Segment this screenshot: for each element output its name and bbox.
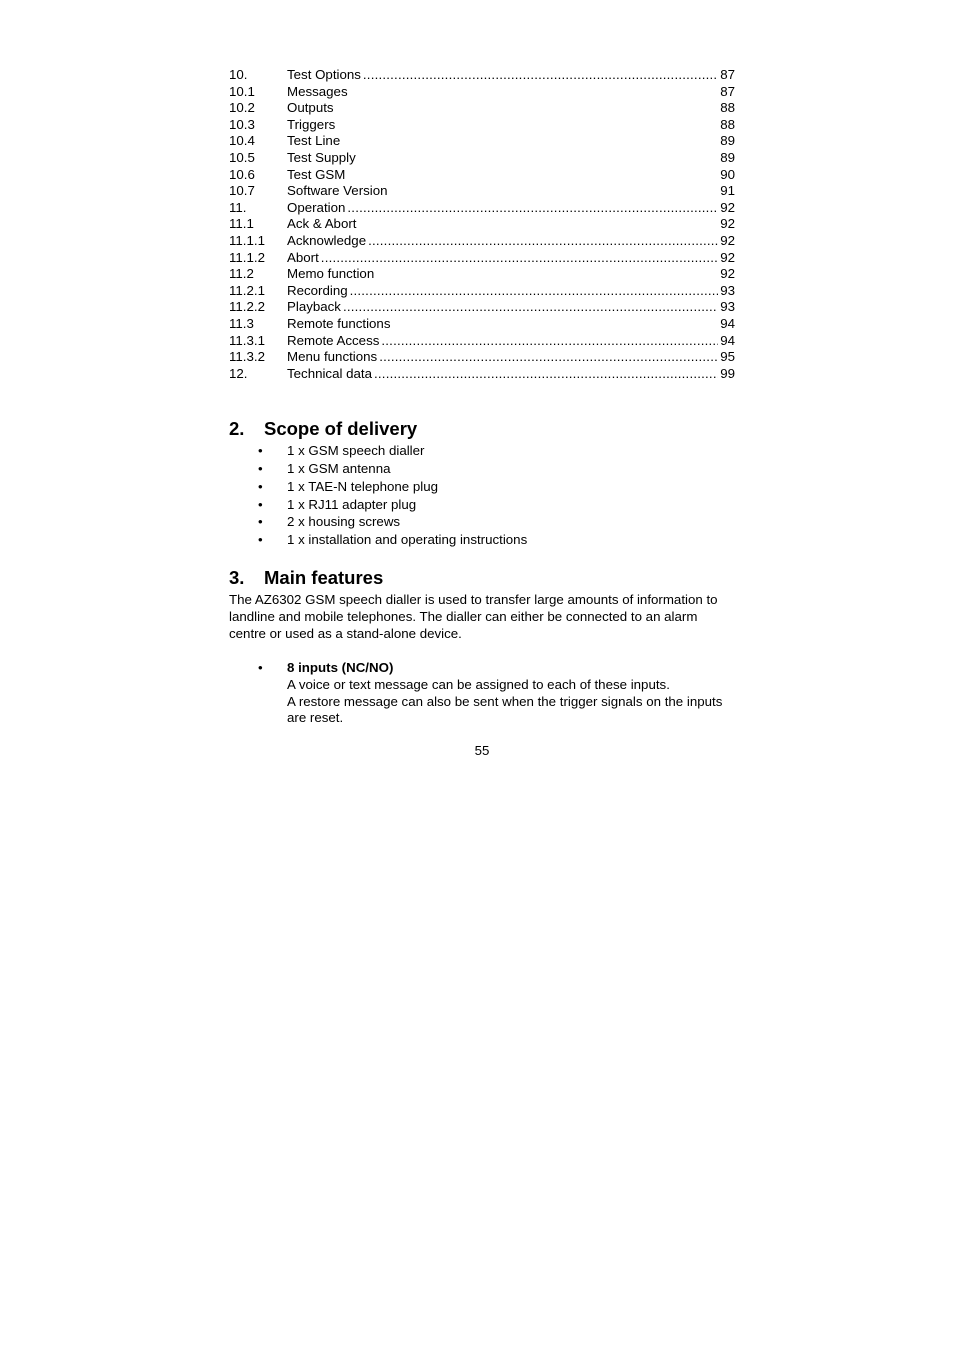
toc-entry bbox=[229, 349, 735, 366]
toc-number: 12. bbox=[229, 365, 248, 381]
toc-title: Recording bbox=[287, 282, 348, 298]
toc-entry bbox=[229, 233, 735, 250]
toc-title: Test Supply bbox=[287, 149, 356, 165]
toc-page: 94 bbox=[720, 332, 735, 348]
toc-entry bbox=[229, 67, 735, 84]
list-item-text: 1 x GSM antenna bbox=[287, 461, 391, 477]
toc-page: 91 bbox=[720, 183, 735, 199]
list-item-text: 1 x RJ11 adapter plug bbox=[287, 496, 417, 512]
feature-text: A restore message can also be sent when the trigger signals on the inputs are reset. bbox=[287, 693, 723, 726]
bullet-icon: • bbox=[258, 532, 263, 548]
toc-leader bbox=[347, 200, 718, 217]
toc-entry bbox=[229, 216, 735, 233]
toc-title: Playback bbox=[287, 299, 341, 315]
feature-text: A voice or text message can be assigned to each of these inputs. bbox=[287, 676, 670, 692]
toc-entry bbox=[229, 250, 735, 267]
section-number: 2. bbox=[229, 418, 245, 440]
toc-page: 92 bbox=[720, 266, 735, 282]
toc-entry bbox=[229, 316, 735, 333]
toc-page: 87 bbox=[720, 83, 735, 99]
toc-entry bbox=[229, 366, 735, 383]
toc-entry bbox=[229, 283, 735, 300]
toc-title: Messages bbox=[287, 83, 348, 99]
toc-page: 92 bbox=[720, 199, 735, 215]
toc-number: 11.3.2 bbox=[229, 349, 265, 365]
toc-entry bbox=[229, 266, 735, 283]
bullet-icon: • bbox=[258, 443, 263, 459]
toc-number: 11.3 bbox=[229, 315, 254, 331]
list-item bbox=[229, 513, 735, 531]
toc-number: 10.3 bbox=[229, 116, 255, 132]
page-number: 55 bbox=[474, 743, 490, 758]
toc-leader bbox=[379, 349, 718, 366]
table-of-contents bbox=[229, 67, 735, 382]
toc-number: 10.2 bbox=[229, 100, 255, 116]
toc-title: Ack & Abort bbox=[287, 216, 357, 232]
toc-page: 94 bbox=[720, 315, 735, 331]
toc-page: 95 bbox=[720, 349, 735, 365]
toc-title: Menu functions bbox=[287, 349, 378, 365]
section-title: Scope of delivery bbox=[264, 418, 418, 440]
toc-number: 11.1 bbox=[229, 216, 254, 232]
toc-page: 99 bbox=[720, 365, 735, 381]
feature-title: 8 inputs (NC/NO) bbox=[287, 660, 394, 676]
toc-number: 11.2.1 bbox=[229, 282, 265, 298]
toc-number: 10.1 bbox=[229, 83, 255, 99]
toc-entry bbox=[229, 167, 735, 184]
toc-entry bbox=[229, 183, 735, 200]
toc-number: 11.2 bbox=[229, 266, 254, 282]
toc-page: 89 bbox=[720, 149, 735, 165]
toc-number: 11.1.2 bbox=[229, 249, 265, 265]
toc-entry bbox=[229, 150, 735, 167]
section-heading-features bbox=[229, 567, 735, 589]
toc-entry bbox=[229, 117, 735, 134]
toc-leader bbox=[374, 366, 718, 383]
list-item bbox=[229, 442, 735, 460]
toc-page: 90 bbox=[720, 166, 735, 182]
list-item bbox=[229, 531, 735, 549]
toc-leader bbox=[343, 299, 718, 316]
bullet-icon: • bbox=[258, 478, 263, 494]
toc-entry bbox=[229, 333, 735, 350]
toc-page: 92 bbox=[720, 232, 735, 248]
feature-body bbox=[287, 660, 735, 727]
toc-title: Abort bbox=[287, 249, 319, 265]
bullet-icon: • bbox=[258, 514, 263, 530]
toc-title: Test Options bbox=[287, 67, 361, 82]
toc-page: 93 bbox=[720, 299, 735, 315]
toc-entry bbox=[229, 133, 735, 150]
toc-number: 11.3.1 bbox=[229, 332, 265, 348]
toc-leader bbox=[350, 283, 719, 300]
toc-title: Outputs bbox=[287, 100, 334, 116]
bullet-icon: • bbox=[258, 660, 263, 676]
toc-leader bbox=[368, 233, 718, 250]
toc-page: 93 bbox=[720, 282, 735, 298]
toc-page: 88 bbox=[720, 116, 735, 132]
toc-title: Operation bbox=[287, 199, 346, 215]
toc-entry bbox=[229, 100, 735, 117]
toc-number: 11.1.1 bbox=[229, 232, 265, 248]
list-item-text: 2 x housing screws bbox=[287, 514, 401, 530]
toc-number: 10.7 bbox=[229, 183, 255, 199]
list-item-text: 1 x installation and operating instructions bbox=[287, 532, 528, 548]
toc-entry bbox=[229, 84, 735, 101]
toc-leader bbox=[321, 250, 718, 267]
toc-leader bbox=[381, 333, 718, 350]
toc-title: Triggers bbox=[287, 116, 336, 132]
toc-entry bbox=[229, 200, 735, 217]
section-number: 3. bbox=[229, 567, 245, 589]
section-title: Main features bbox=[264, 567, 384, 589]
toc-entry bbox=[229, 299, 735, 316]
list-item-text: 1 x TAE-N telephone plug bbox=[287, 478, 439, 494]
toc-title: Test GSM bbox=[287, 166, 346, 182]
toc-number: 11.2.2 bbox=[229, 299, 265, 315]
list-item bbox=[229, 478, 735, 496]
list-item bbox=[229, 496, 735, 514]
toc-title: Technical data bbox=[287, 365, 373, 381]
toc-number: 11. bbox=[229, 199, 247, 215]
toc-number: 10.4 bbox=[229, 133, 255, 149]
list-item-text: 1 x GSM speech dialler bbox=[287, 443, 425, 459]
toc-page: 92 bbox=[720, 216, 735, 232]
toc-title: Software Version bbox=[287, 183, 388, 199]
list-item bbox=[229, 460, 735, 478]
toc-title: Remote Access bbox=[287, 332, 380, 348]
toc-leader bbox=[363, 67, 718, 84]
toc-number: 10.5 bbox=[229, 149, 255, 165]
toc-title: Remote functions bbox=[287, 315, 391, 331]
toc-page: 89 bbox=[720, 133, 735, 149]
bullet-icon: • bbox=[258, 461, 263, 477]
toc-page: 88 bbox=[720, 100, 735, 116]
toc-page: 92 bbox=[720, 249, 735, 265]
toc-page: 87 bbox=[720, 67, 735, 82]
scope-list bbox=[229, 442, 735, 549]
toc-title: Acknowledge bbox=[287, 232, 367, 248]
toc-number: 10. bbox=[229, 67, 248, 82]
feature-item bbox=[229, 660, 735, 727]
toc-title: Test Line bbox=[287, 133, 341, 149]
bullet-icon: • bbox=[258, 496, 263, 512]
features-intro: The AZ6302 GSM speech dialler is used to transfer large amounts of information to landline and mobile telephones. The dialler can either be connected to an alarm centre or used as a stand-alone device. bbox=[229, 592, 718, 642]
toc-number: 10.6 bbox=[229, 166, 255, 182]
toc-title: Memo function bbox=[287, 266, 375, 282]
section-heading-scope bbox=[229, 418, 735, 440]
document-page bbox=[229, 67, 735, 758]
